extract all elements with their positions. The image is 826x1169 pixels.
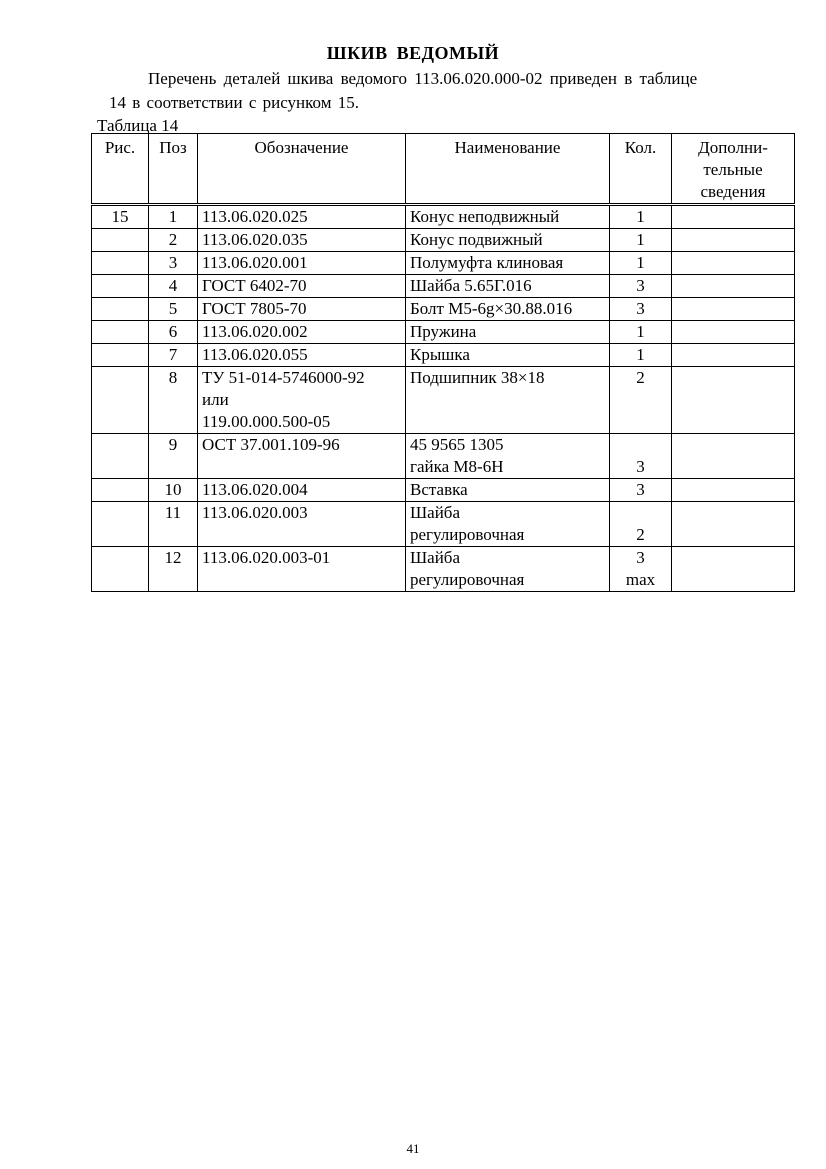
- header-dop-line-3: сведения: [700, 182, 766, 201]
- cell-oboz: [198, 205, 406, 229]
- cell-oboz-line: ТУ 51-014-5746000-92: [202, 368, 365, 387]
- cell-oboz: [198, 275, 406, 298]
- cell-dop: [672, 479, 795, 502]
- cell-oboz-line: 119.00.000.500-05: [202, 412, 331, 431]
- table-row: [92, 344, 795, 367]
- cell-naim-line: Конус подвижный: [410, 230, 543, 249]
- cell-poz: 7: [149, 344, 198, 367]
- cell-ris: [92, 252, 149, 275]
- header-ris: Рис.: [92, 134, 149, 205]
- table-row: [92, 502, 795, 547]
- table-row: [92, 367, 795, 434]
- cell-oboz: [198, 298, 406, 321]
- cell-oboz: [198, 434, 406, 479]
- table-row: [92, 252, 795, 275]
- cell-naim-line: Вставка: [410, 480, 468, 499]
- cell-naim: [406, 502, 610, 547]
- cell-kol-line: 2: [636, 368, 645, 387]
- cell-ris: [92, 321, 149, 344]
- cell-naim-line: Шайба: [410, 503, 460, 522]
- cell-ris: [92, 344, 149, 367]
- cell-kol: [610, 298, 672, 321]
- cell-ris: 15: [92, 205, 149, 229]
- cell-naim: [406, 344, 610, 367]
- cell-poz: 2: [149, 229, 198, 252]
- cell-naim-line: регулировочная: [410, 525, 525, 544]
- cell-oboz: [198, 252, 406, 275]
- cell-naim: [406, 479, 610, 502]
- cell-oboz-line: 113.06.020.001: [202, 253, 308, 272]
- cell-ris: [92, 502, 149, 547]
- cell-naim: [406, 298, 610, 321]
- cell-ris: [92, 229, 149, 252]
- cell-kol-line: [614, 502, 667, 524]
- cell-oboz: [198, 547, 406, 592]
- table-caption: Таблица 14: [97, 116, 179, 135]
- cell-dop: [672, 502, 795, 547]
- table-row: [92, 479, 795, 502]
- table-row: [92, 229, 795, 252]
- header-oboz: Обозначение: [198, 134, 406, 205]
- cell-ris: [92, 479, 149, 502]
- cell-naim-line: Пружина: [410, 322, 477, 341]
- cell-poz: 8: [149, 367, 198, 434]
- cell-kol: [610, 502, 672, 547]
- cell-kol: [610, 479, 672, 502]
- cell-kol: [610, 321, 672, 344]
- table-row: [92, 275, 795, 298]
- cell-oboz-line: ОСТ 37.001.109-96: [202, 435, 340, 454]
- cell-kol-line: 3: [636, 276, 645, 295]
- cell-poz: 9: [149, 434, 198, 479]
- cell-naim-line: Конус неподвижный: [410, 207, 560, 226]
- cell-kol: [610, 547, 672, 592]
- header-dop: [672, 134, 795, 205]
- cell-kol-line: max: [625, 570, 656, 589]
- cell-kol: [610, 367, 672, 434]
- cell-kol-line: 2: [636, 525, 645, 544]
- cell-oboz: [198, 344, 406, 367]
- header-dop-line-1: Дополни-: [698, 138, 768, 157]
- header-kol: Кол.: [610, 134, 672, 205]
- table-row: [92, 434, 795, 479]
- cell-dop: [672, 205, 795, 229]
- cell-oboz: [198, 367, 406, 434]
- cell-poz: 12: [149, 547, 198, 592]
- cell-kol: [610, 434, 672, 479]
- cell-oboz-line: 113.06.020.004: [202, 480, 308, 499]
- table-row: [92, 205, 795, 229]
- cell-ris: [92, 367, 149, 434]
- cell-oboz: [198, 502, 406, 547]
- table-body: [92, 205, 795, 592]
- cell-kol: [610, 229, 672, 252]
- cell-naim-line: Шайба: [410, 548, 460, 567]
- cell-poz: 11: [149, 502, 198, 547]
- cell-naim: [406, 205, 610, 229]
- cell-kol-line: 1: [636, 207, 645, 226]
- cell-poz: 6: [149, 321, 198, 344]
- cell-naim-line: Полумуфта клиновая: [410, 253, 564, 272]
- cell-kol: [610, 275, 672, 298]
- cell-oboz-line: 113.06.020.003: [202, 503, 308, 522]
- cell-dop: [672, 275, 795, 298]
- cell-oboz: [198, 321, 406, 344]
- cell-kol-line: 3: [636, 480, 645, 499]
- cell-naim: [406, 275, 610, 298]
- cell-kol-line: [614, 434, 667, 456]
- cell-naim: [406, 321, 610, 344]
- cell-kol-line: 3: [636, 457, 645, 476]
- cell-kol-line: 1: [636, 345, 645, 364]
- cell-naim: [406, 252, 610, 275]
- cell-dop: [672, 434, 795, 479]
- header-naim: Наименование: [406, 134, 610, 205]
- cell-ris: [92, 547, 149, 592]
- intro-text-line-1: Перечень деталей шкива ведомого 113.06.020.000-02 приведен в таблице: [148, 69, 698, 88]
- cell-oboz-line: ГОСТ 6402-70: [202, 276, 307, 295]
- cell-naim-line: гайка М8-6Н: [410, 457, 504, 476]
- cell-dop: [672, 367, 795, 434]
- cell-oboz: [198, 229, 406, 252]
- table-row: [92, 321, 795, 344]
- table-header-row: [92, 134, 795, 205]
- header-poz: Поз: [149, 134, 198, 205]
- parts-table: [91, 133, 795, 592]
- cell-kol: [610, 205, 672, 229]
- cell-dop: [672, 344, 795, 367]
- cell-naim-line: Шайба 5.65Г.016: [410, 276, 532, 295]
- cell-poz: 1: [149, 205, 198, 229]
- cell-kol-line: 1: [636, 230, 645, 249]
- cell-oboz-line: 113.06.020.003-01: [202, 548, 331, 567]
- cell-ris: [92, 434, 149, 479]
- cell-dop: [672, 252, 795, 275]
- cell-kol: [610, 344, 672, 367]
- cell-ris: [92, 298, 149, 321]
- cell-poz: 10: [149, 479, 198, 502]
- cell-dop: [672, 298, 795, 321]
- cell-oboz-line: ГОСТ 7805-70: [202, 299, 307, 318]
- cell-naim: [406, 367, 610, 434]
- page-number: 41: [406, 1141, 420, 1156]
- cell-oboz-line: 113.06.020.002: [202, 322, 308, 341]
- cell-oboz-line: 113.06.020.055: [202, 345, 308, 364]
- cell-naim-line: регулировочная: [410, 570, 525, 589]
- cell-naim: [406, 434, 610, 479]
- cell-oboz-line: 113.06.020.025: [202, 207, 308, 226]
- cell-naim: [406, 229, 610, 252]
- cell-oboz-line: 113.06.020.035: [202, 230, 308, 249]
- cell-naim-line: Крышка: [410, 345, 470, 364]
- cell-dop: [672, 321, 795, 344]
- cell-dop: [672, 547, 795, 592]
- header-dop-line-2: тельные: [703, 160, 763, 179]
- cell-kol-line: 3: [636, 548, 645, 567]
- cell-kol: [610, 252, 672, 275]
- cell-ris: [92, 275, 149, 298]
- cell-dop: [672, 229, 795, 252]
- cell-kol-line: 1: [636, 322, 645, 341]
- table-row: [92, 298, 795, 321]
- cell-naim-line: Болт М5-6g×30.88.016: [410, 299, 573, 318]
- cell-kol-line: 3: [636, 299, 645, 318]
- cell-kol-line: 1: [636, 253, 645, 272]
- table-row: [92, 547, 795, 592]
- document-title: ШКИВ ВЕДОМЫЙ: [326, 43, 500, 63]
- cell-naim: [406, 547, 610, 592]
- intro-text-line-2: 14 в соответствии с рисунком 15.: [109, 93, 359, 112]
- cell-poz: 3: [149, 252, 198, 275]
- cell-naim-line: Подшипник 38×18: [410, 368, 545, 387]
- cell-oboz: [198, 479, 406, 502]
- cell-naim-line: 45 9565 1305: [410, 435, 504, 454]
- cell-oboz-line: или: [202, 390, 229, 409]
- cell-poz: 5: [149, 298, 198, 321]
- cell-poz: 4: [149, 275, 198, 298]
